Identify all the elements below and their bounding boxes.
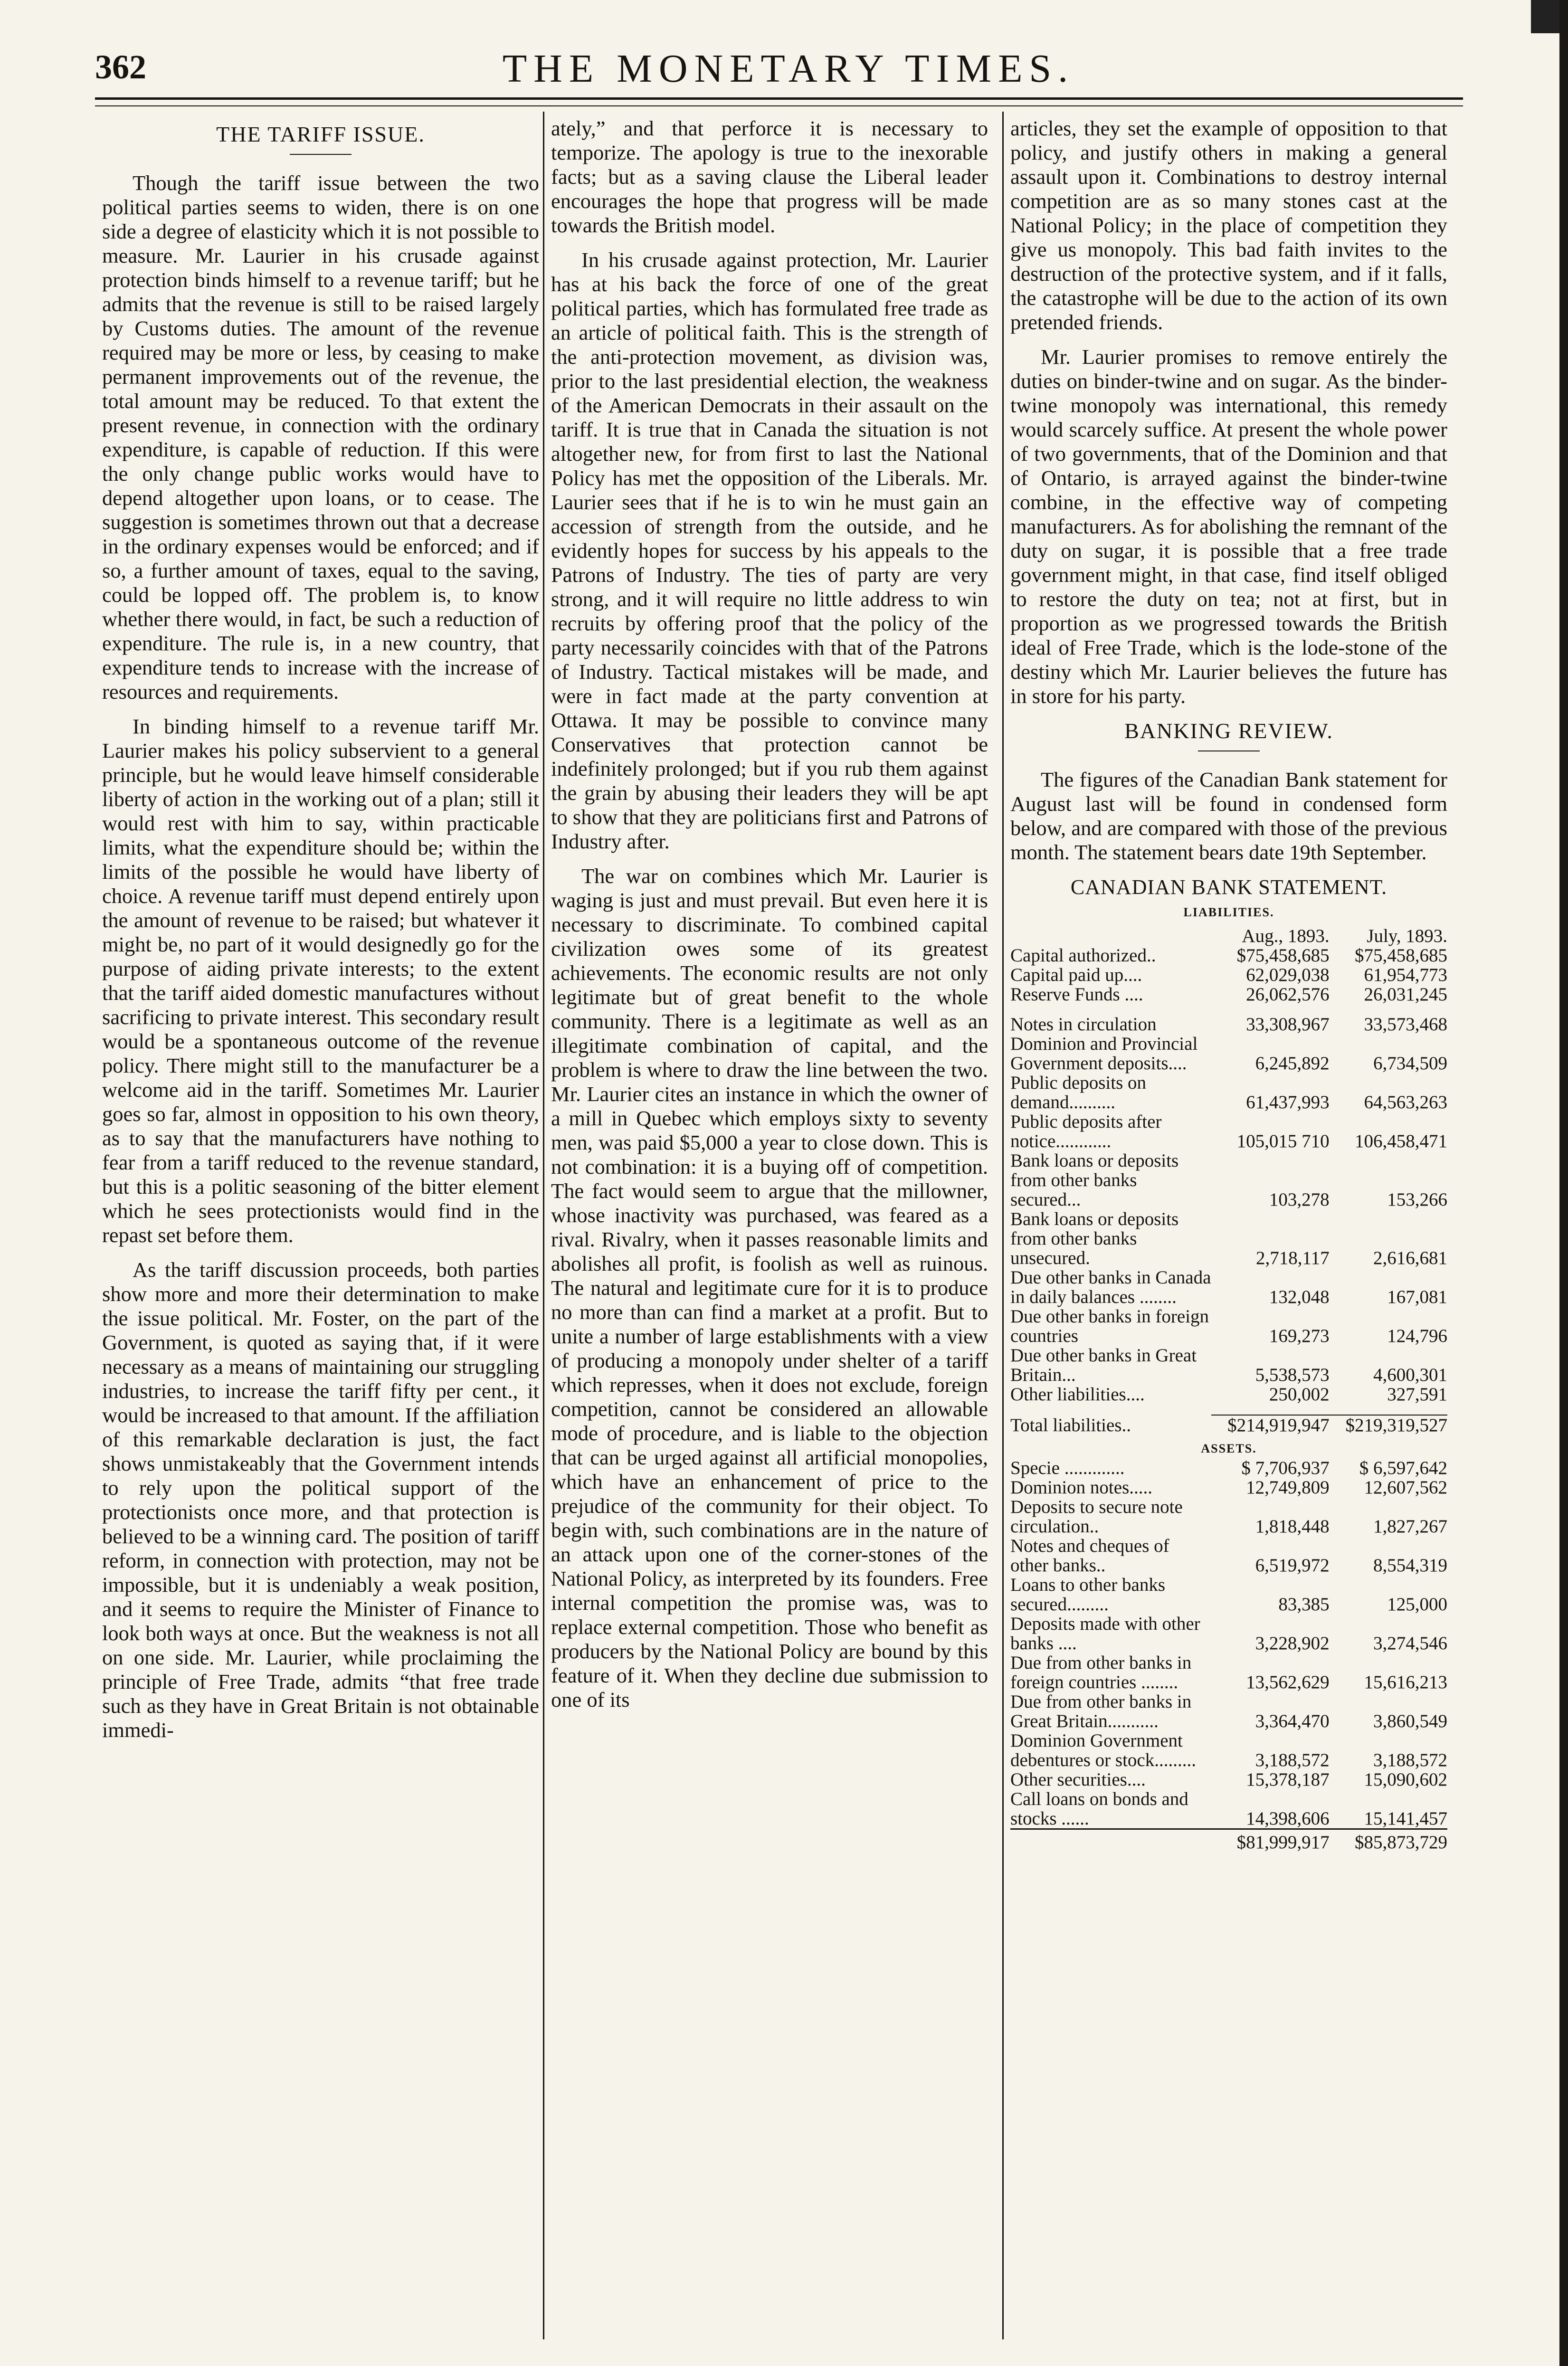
aug-value: 62,029,038 <box>1246 965 1330 985</box>
page-edge <box>1559 0 1568 2366</box>
row-label: Due other banks in Great Britain... <box>1010 1345 1197 1385</box>
column-2 <box>551 116 988 1722</box>
aug-value: 250,002 <box>1269 1384 1330 1405</box>
table-row <box>1010 1575 1447 1614</box>
jul-value: 12,607,562 <box>1364 1477 1447 1498</box>
jul-value: 2,616,681 <box>1373 1248 1447 1268</box>
paragraph: The figures of the Canadian Bank statement for August last will be found in condensed form below, and are compared with those of the previous month. The statement bears date 19th September. <box>1010 768 1447 864</box>
paragraph: Though the tariff issue between the two political parties seems to widen, there is on one side a degree of elasticity which it is not possible to measure. Mr. Laurier in his crusade against protection binds himself to a revenue tariff; but he admits that the revenue is still to be raised largely by Customs duties. The amount of the revenue required may be more or less, by ceasing to make permanent improvements out of the revenue, the total amount may be reduced. To that extent the present revenue, in connection with the ordinary expenditure, is capable of reduction. If this were the only change public works would have to depend altogether upon loans, or to cease. The suggestion is sometimes thrown out that a decrease in the ordinary expenses would be enforced; and if so, a further amount of taxes, equal to the saving, could be lopped off. The problem is, to know whether there would, in fact, be such a reduction of expenditure. The rule is, in a new country, that expenditure tends to increase with the increase of resources and requirements. <box>102 171 539 703</box>
row-label: Reserve Funds .... <box>1010 984 1143 1005</box>
table-row <box>1010 1385 1447 1404</box>
page-number: 362 <box>95 48 146 86</box>
header-rule-thin <box>95 105 1463 106</box>
aug-value: 6,519,972 <box>1255 1555 1330 1576</box>
paragraph: articles, they set the example of opposition to that policy, and justify others in making a general assault upon it. Combinations to destroy internal competition are as so many stones cast at the National Policy; in the place of competition they give us monopoly. This bad faith invites to the destruction of the protective system, and if it falls, the catastrophe will be due to the action of its own pretended friends. <box>1010 116 1447 334</box>
row-label: Notes in circulation <box>1010 1014 1157 1035</box>
aug-value: $ 7,706,937 <box>1241 1458 1330 1478</box>
aug-value: $81,999,917 <box>1236 1832 1330 1853</box>
jul-value: 61,954,773 <box>1364 965 1447 985</box>
table-row <box>1010 1458 1447 1478</box>
aug-value: 33,308,967 <box>1246 1014 1330 1035</box>
jul-value: 327,591 <box>1387 1384 1447 1405</box>
table-row <box>1010 1770 1447 1789</box>
jul-value: 153,266 <box>1387 1189 1447 1210</box>
table-row <box>1010 965 1447 985</box>
table-row <box>1010 1209 1447 1268</box>
row-label: Deposits made with other banks .... <box>1010 1614 1200 1653</box>
paragraph: Mr. Laurier promises to remove entirely the duties on binder-twine and on sugar. As the binder-twine monopoly was international, this remedy would scarcely suffice. At present the whole power of two governments, that of the Dominion and that of Ontario, is arrayed against the binder-twine combine, in the effective way of competing manufacturers. As for abolishing the remnant of the duty on sugar, it is possible that a free trade government might, in that case, find itself obliged to restore the duty on tea; not at first, but in proportion as we progressed towards the British ideal of Free Trade, which is the lode-stone of the destiny which Mr. Laurier believes the future has in store for his party. <box>1010 345 1447 708</box>
jul-value: 33,573,468 <box>1364 1014 1447 1035</box>
row-label: Dominion notes..... <box>1010 1477 1152 1498</box>
table-row <box>1010 1614 1447 1653</box>
aug-value: 132,048 <box>1269 1287 1330 1307</box>
assets-heading: ASSETS. <box>1201 1442 1257 1455</box>
jul-value: 124,796 <box>1387 1326 1447 1346</box>
column-divider <box>543 112 544 2339</box>
table-row <box>1010 1731 1447 1770</box>
jul-value: 64,563,263 <box>1364 1092 1447 1112</box>
row-label: Loans to other banks secured......... <box>1010 1575 1166 1615</box>
jul-value: 167,081 <box>1387 1287 1447 1307</box>
spacer-row <box>1010 1004 1447 1015</box>
aug-value: 103,278 <box>1269 1189 1330 1210</box>
aug-value: 3,228,902 <box>1255 1633 1330 1653</box>
jul-value: 1,827,267 <box>1373 1516 1447 1537</box>
statement-title: CANADIAN BANK STATEMENT. <box>1070 875 1387 899</box>
table-row <box>1010 1015 1447 1034</box>
table-row <box>1010 1536 1447 1575</box>
row-label: Public deposits on demand.......... <box>1010 1073 1147 1112</box>
aug-value: $214,919,947 <box>1211 1415 1329 1435</box>
aug-value: 83,385 <box>1278 1594 1330 1615</box>
publication-title: THE MONETARY TIMES. <box>502 47 1075 91</box>
aug-value: 3,364,470 <box>1255 1711 1330 1731</box>
heading-dash <box>290 154 352 155</box>
table-row <box>1010 1268 1447 1307</box>
row-label: Dominion Government debentures or stock......... <box>1010 1730 1196 1770</box>
paragraph: ately,” and that perforce it is necessary to temporize. The apology is true to the inexorable facts; but as a saving clause the Liberal leader encourages the hope that progress will be made towards the British model. <box>551 116 988 237</box>
article-heading: THE TARIFF ISSUE. <box>216 122 425 146</box>
aug-value: 169,273 <box>1269 1326 1330 1346</box>
table-row <box>1010 1692 1447 1731</box>
table-row <box>1010 985 1447 1004</box>
table-row <box>1010 1653 1447 1692</box>
column-header: July, 1893. <box>1367 926 1447 946</box>
jul-value: $75,458,685 <box>1355 945 1447 966</box>
row-label: Dominion and Provincial Government deposits.... <box>1010 1034 1198 1074</box>
assets-heading-row <box>1010 1435 1447 1458</box>
paragraph: As the tariff discussion proceeds, both parties show more and more their determination to make the issue political. Mr. Foster, on the part of the Government, is quoted as saying that, if it were necessary as a means of maintaining our struggling industries, to increase the tariff fifty per cent., it would be increased to that amount. If the affiliation of this remarkable declaration is just, the fact shows unmistakeably that the Government intends to rely upon the political support of the protectionists once more, and that protection is believed to be a winning card. The position of tariff reform, in connection with protection, may not be impossible, but it is undeniably a weak position, and it seems to require the Minister of Finance to look both ways at once. But the weakness is not all on one side. Mr. Laurier, while proclaiming the principle of Free Trade, admits “that free trade such as they have in Great Britain is not obtainable immedi- <box>102 1258 539 1742</box>
table-row <box>1010 946 1447 965</box>
table-row <box>1010 1415 1447 1435</box>
jul-value: 125,000 <box>1387 1594 1447 1615</box>
row-label: Other securities.... <box>1010 1769 1146 1790</box>
row-label: Other liabilities.... <box>1010 1384 1145 1405</box>
table-row <box>1010 1307 1447 1346</box>
jul-value: 6,734,509 <box>1373 1053 1447 1074</box>
column-header: Aug., 1893. <box>1242 926 1330 946</box>
row-label: Due other banks in Canada in daily balances ........ <box>1010 1267 1211 1307</box>
row-label: Due other banks in foreign countries <box>1010 1306 1209 1346</box>
row-label: Notes and cheques of other banks.. <box>1010 1536 1169 1576</box>
row-label <box>1010 1833 1211 1852</box>
row-label: Due from other banks in Great Britain........... <box>1010 1691 1192 1731</box>
row-label: Capital paid up.... <box>1010 965 1142 985</box>
jul-value: 26,031,245 <box>1364 984 1447 1005</box>
aug-value: 6,245,892 <box>1255 1053 1330 1074</box>
table-row <box>1010 1151 1447 1209</box>
aug-value: 13,562,629 <box>1246 1672 1330 1692</box>
row-label: Bank loans or deposits from other banks unsecured. <box>1010 1209 1179 1268</box>
row-label: Public deposits after notice............ <box>1010 1112 1162 1151</box>
table-row <box>1010 1789 1447 1829</box>
paragraph: In his crusade against protection, Mr. Laurier has at his back the force of one of the great political parties, which has formulated free trade as an article of political faith. This is the strength of the anti-protection movement, as division was, prior to the last presidential election, the weakness of the American Democrats in their assault on the tariff. It is true that in Canada the situation is not altogether new, for from first to last the National Policy has met the opposition of the Liberals. Mr. Laurier sees that if he is to win he must gain an accession of strength from the outside, and he evidently hopes for success by his appeals to the Patrons of Industry. The ties of party are very strong, and it will require no little address to win recruits by offering proof that the policy of the party necessarily coincides with that of the Patrons of Industry. Tactical mistakes will be made, and were in fact made at the party convention at Ottawa. It may be possible to convince many Conservatives that protection cannot be indefinitely prolonged; but if you rub them against the grain by abusing their leaders they will be apt to show that they are politicians first and Patrons of Industry after. <box>551 248 988 853</box>
table-row <box>1010 1346 1447 1385</box>
aug-value: 3,188,572 <box>1255 1750 1330 1770</box>
row-label: Specie ............. <box>1010 1458 1125 1478</box>
jul-value: 106,458,471 <box>1355 1131 1447 1151</box>
jul-value: 3,860,549 <box>1373 1711 1447 1731</box>
row-label: Bank loans or deposits from other banks secured... <box>1010 1150 1179 1210</box>
jul-value: 15,616,213 <box>1364 1672 1447 1692</box>
aug-value: 5,538,573 <box>1255 1365 1330 1385</box>
row-label: Total liabilities.. <box>1010 1415 1131 1435</box>
column-header-row <box>1010 926 1447 946</box>
liabilities-heading: LIABILITIES. <box>1183 905 1274 919</box>
table-row <box>1010 1497 1447 1536</box>
row-label: Capital authorized.. <box>1010 945 1156 966</box>
aug-value: 12,749,809 <box>1246 1477 1330 1498</box>
header-rule <box>95 97 1463 100</box>
column-divider <box>1002 112 1004 2339</box>
aug-value: 61,437,993 <box>1246 1092 1330 1112</box>
bank-statement-table <box>1010 926 1447 1852</box>
jul-value: $ 6,597,642 <box>1359 1458 1447 1478</box>
row-label: Due from other banks in foreign countries ........ <box>1010 1653 1192 1692</box>
table-row <box>1010 1112 1447 1151</box>
paragraph: In binding himself to a revenue tariff Mr. Laurier makes his policy subservient to a general principle, but he would leave himself considerable liberty of action in the working out of a plan; still it would rest with him to say, within practicable limits, what the expenditure should be; within the limits of the possible he would have liberty of choice. A revenue tariff must depend entirely upon the amount of revenue to be raised; but whatever it might be, no part of it would designedly go for the purpose of aiding private interests; to the extent that the tariff aided domestic manufactures without sacrificing to private interest. This secondary result would be a spontaneous outcome of the revenue policy. There might still to the manufacturer be a welcome aid in the tariff. Sometimes Mr. Laurier goes so far, almost in opposition to his own theory, as to say that the manufacturers have nothing to fear from a tariff reduced to the revenue standard, but this is a politic seasoning of the bitter element which he sees protectionists would find in the repast set before them. <box>102 714 539 1247</box>
jul-value: $219,319,527 <box>1330 1415 1447 1435</box>
aug-value: $75,458,685 <box>1236 945 1330 966</box>
row-label: Call loans on bonds and stocks ...... <box>1010 1789 1188 1829</box>
aug-value: 2,718,117 <box>1256 1248 1330 1268</box>
column-1 <box>102 116 539 1753</box>
row-label: Deposits to secure note circulation.. <box>1010 1497 1183 1537</box>
table-row <box>1010 1833 1447 1852</box>
table-row <box>1010 1034 1447 1073</box>
jul-value: 3,274,546 <box>1373 1633 1447 1653</box>
jul-value: 15,090,602 <box>1364 1769 1447 1790</box>
aug-value: 15,378,187 <box>1246 1769 1330 1790</box>
article-heading: BANKING REVIEW. <box>1124 719 1333 743</box>
jul-value: $85,873,729 <box>1355 1832 1447 1853</box>
jul-value: 8,554,319 <box>1373 1555 1447 1576</box>
jul-value: 3,188,572 <box>1373 1750 1447 1770</box>
jul-value: 4,600,301 <box>1373 1365 1447 1385</box>
table-row <box>1010 1073 1447 1112</box>
spacer-row <box>1010 1404 1447 1415</box>
page-header <box>95 43 1482 105</box>
aug-value: 26,062,576 <box>1246 984 1330 1005</box>
column-3 <box>1010 116 1447 1852</box>
aug-value: 1,818,448 <box>1255 1516 1330 1537</box>
binding-mark <box>1531 0 1559 33</box>
aug-value: 105,015 710 <box>1236 1131 1330 1151</box>
aug-value: 14,398,606 <box>1246 1808 1330 1829</box>
paragraph: The war on combines which Mr. Laurier is waging is just and must prevail. But even here it is necessary to discriminate. To combined capital civilization owes some of its greatest achievements. The economic results are not only legitimate but of great benefit to the whole community. There is a legitimate as well as an illegitimate combination of capital, and the problem is where to draw the line between the two. Mr. Laurier cites an instance in which the owner of a mill in Quebec which employs sixty to seventy men, was paid $5,000 a year to close down. This is not combination: it is a buying off of competition. The fact would seem to argue that the millowner, whose inactivity was purchased, was feared as a rival. Rivalry, when it passes reasonable limits and abolishes all profit, is foolish as well as ruinous. The natural and legitimate cure for it is to produce no more than can find a market at a profit. But to unite a number of large establishments with a view of producing a monopoly under shelter of a tariff which represses, when it does not exclude, foreign competition, cannot be considered an allowable mode of procedure, and is liable to the objection that can be urged against all artificial monopolies, which have an enhancement of price to the prejudice of the community for their object. To begin with, such combinations are in the nature of an attack upon one of the corner-stones of the National Policy, as interpreted by its founders. Free internal competition the promise was, was to replace external competition. Those who benefit as producers by the National Policy are bound by this feature of it. When they decline due submission to one of its <box>551 864 988 1711</box>
table-row <box>1010 1478 1447 1497</box>
jul-value: 15,141,457 <box>1364 1808 1447 1829</box>
